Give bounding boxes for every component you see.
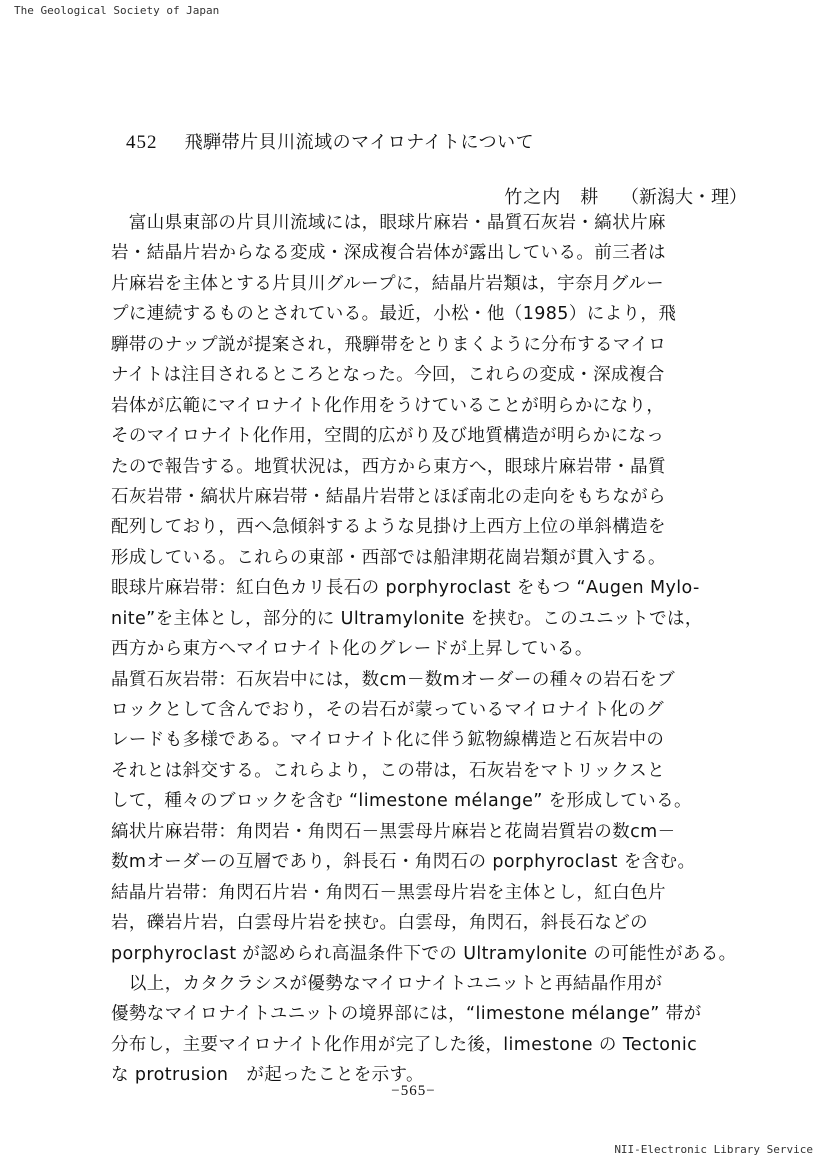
society-header: The Geological Society of Japan (14, 4, 220, 17)
body-line: 優勢なマイロナイトユニットの境界部には，“limestone mélange” 帯が (111, 1004, 702, 1025)
body-line: ロックとして含んでおり，その岩石が蒙っているマイロナイト化のグ (111, 700, 664, 720)
body-line: 西方から東方へマイロナイト化のグレードが上昇している。 (111, 639, 593, 660)
body-line: porphyroclast が認められ高温条件下での Ultramylonite の可能性がある。 (111, 943, 737, 964)
body-line: 富山県東部の片貝川流域には，眼球片麻岩・晶質石灰岩・縞状片麻 (111, 213, 666, 233)
abstract-body (111, 208, 751, 1091)
body-line: レードも多様である。マイロナイト化に伴う鉱物線構造と石灰岩中の (111, 730, 665, 751)
author-affiliation: （新潟大・理） (621, 187, 747, 208)
body-line: プに連続するものとされている。最近，小松・他（1985）により，飛 (111, 304, 677, 325)
page-number: −565− (391, 1083, 436, 1099)
body-line: 形成している。これらの東部・西部では船津期花崗岩類が貫入する。 (111, 547, 666, 568)
author-line (504, 183, 747, 209)
body-line: ナイトは注目されるところとなった。今回，これらの変成・深成複合 (111, 365, 665, 386)
body-line: 騨帯のナップ説が提案され，飛騨帯をとりまくように分布するマイロ (111, 334, 667, 355)
body-line: それとは斜交する。これらより，この帯は，石灰岩をマトリックスと (111, 760, 666, 781)
body-line: 結晶片岩帯：角閃石片岩・角閃石－黒雲母片岩を主体とし，紅白色片 (111, 882, 666, 903)
paper-number: 452 (126, 132, 158, 153)
paper-title (126, 128, 534, 154)
body-line: 片麻岩を主体とする片貝川グループに，結晶片岩類は，宇奈月グルー (111, 273, 664, 294)
body-line: 分布し，主要マイロナイト化作用が完了した後，limestone の Tectonic (111, 1034, 698, 1055)
body-line: 岩・結晶片岩からなる変成・深成複合岩体が露出している。前三者は (111, 243, 666, 264)
body-line: そのマイロナイト化作用，空間的広がり及び地質構造が明らかになっ (111, 426, 665, 447)
body-line: して，種々のブロックを含む “limestone mélange” を形成している。 (111, 791, 692, 812)
body-line: 岩体が広範にマイロナイト化作用をうけていることが明らかになり， (111, 395, 665, 416)
body-line: たので報告する。地質状況は，西方から東方へ，眼球片麻岩帯・晶質 (111, 456, 666, 477)
body-line: 以上，カタクラシスが優勢なマイロナイトユニットと再結晶作用が (111, 973, 663, 994)
body-line: 晶質石灰岩帯：石灰岩中には，数cm－数mオーダーの種々の岩石をブ (111, 669, 676, 690)
body-line: な protrusion が起ったことを示す。 (111, 1065, 424, 1086)
body-line: 岩，礫岩片岩，白雲母片岩を挟む。白雲母，角閃石，斜長石などの (111, 913, 648, 934)
body-line: nite”を主体とし，部分的に Ultramylonite を挟む。このユニットでは， (111, 608, 703, 629)
body-line: 縞状片麻岩帯：角閃岩・角閃石－黒雲母片麻岩と花崗岩質岩の数cm－ (111, 821, 676, 842)
body-line: 石灰岩帯・縞状片麻岩帯・結晶片岩帯とほぼ南北の走向をもちながら (111, 486, 666, 507)
body-line: 配列しており，西へ急傾斜するような見掛け上西方上位の単斜構造を (111, 517, 666, 538)
author-name: 竹之内 耕 (504, 187, 600, 208)
body-line: 眼球片麻岩帯：紅白色カリ長石の porphyroclast をもつ “Augen Mylo- (111, 578, 700, 599)
body-line: 数mオーダーの互層であり，斜長石・角閃石の porphyroclast を含む。 (111, 852, 696, 873)
paper-title-text: 飛騨帯片貝川流域のマイロナイトについて (184, 132, 535, 153)
library-service-footer: NII-Electronic Library Service (614, 1143, 813, 1156)
